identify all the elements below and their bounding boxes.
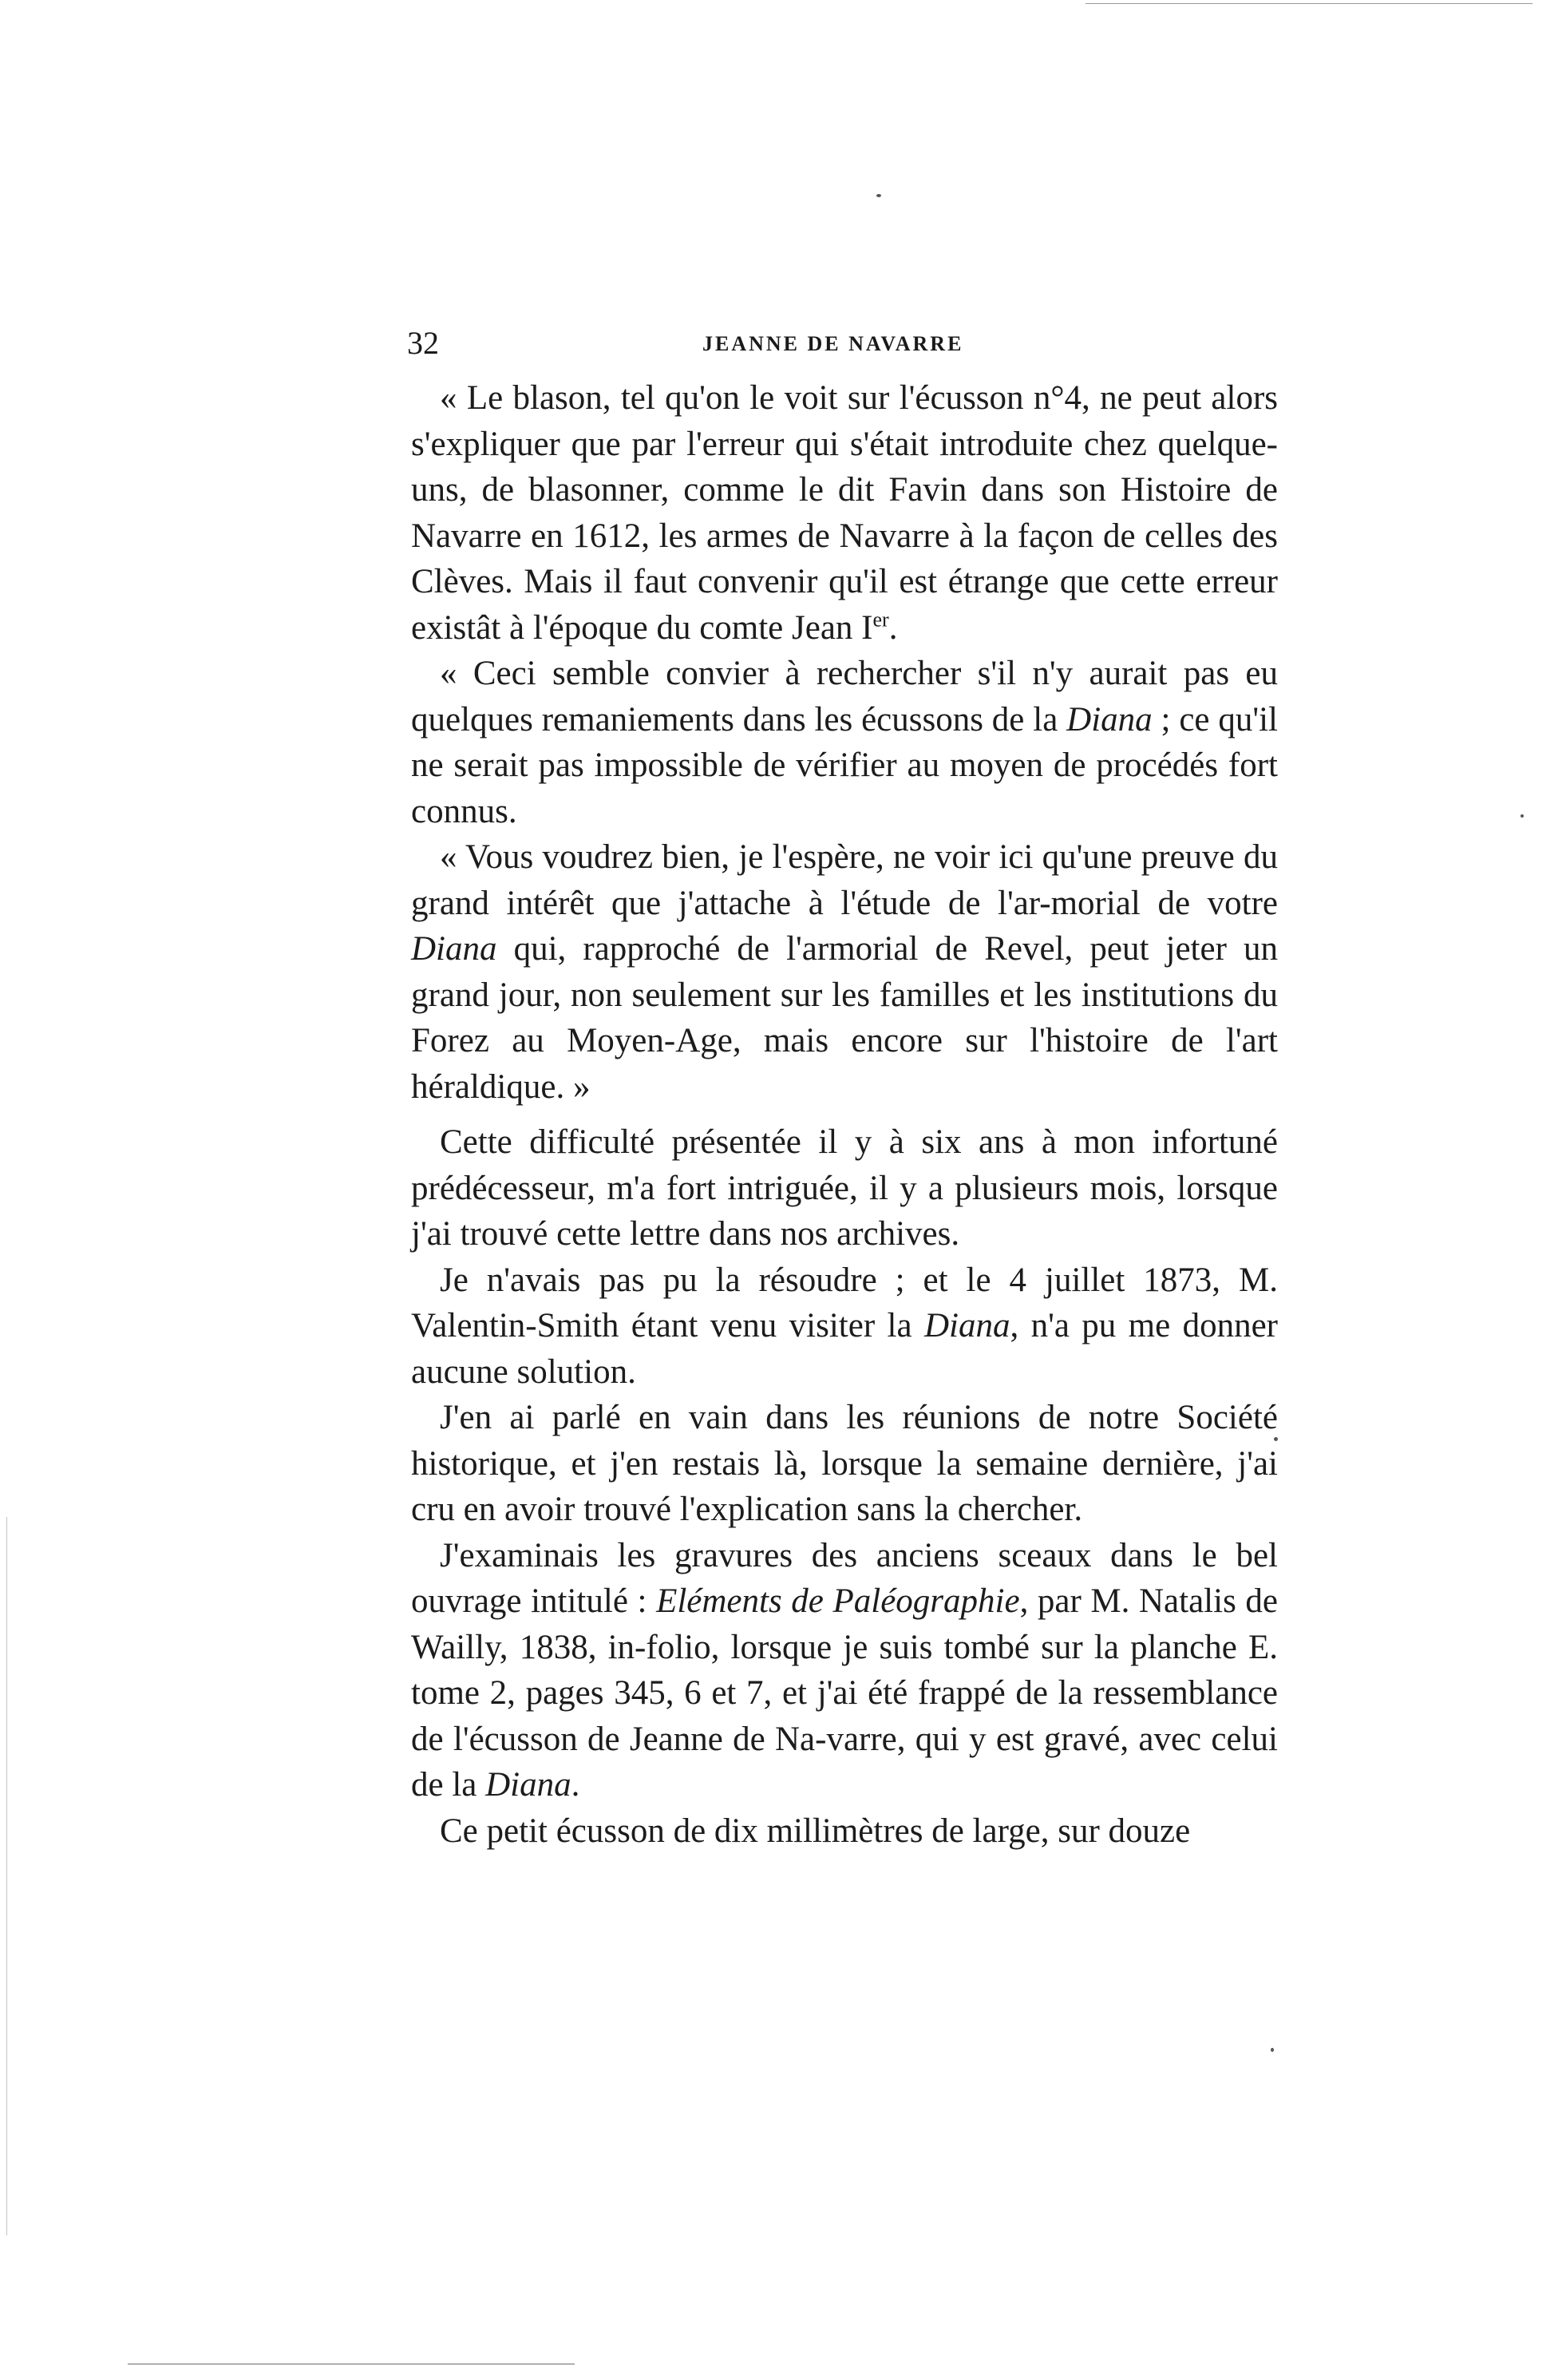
text-run: « Vous voudrez bien, je l'espère, ne voir ici qu'une preuve du grand intérêt que j'attache à l'étude de l'ar-morial de votre	[411, 838, 1278, 922]
italic-run: Diana	[1066, 700, 1153, 739]
scan-edge-left	[6, 1517, 7, 2235]
text-run: .	[571, 1766, 580, 1804]
italic-run: Diana	[485, 1766, 571, 1804]
italic-run: Eléments de Paléographie	[656, 1582, 1020, 1620]
scan-speck	[1520, 814, 1524, 818]
scan-speck	[876, 194, 881, 197]
text-run: « Le blason, tel qu'on le voit sur l'écusson n°4, ne peut alors s'expliquer que par l'erreur qui s'était introduite chez quelque-uns, de blasonner, comme le dit Favin dans son Histoire de Navarre en 1612, les armes de Navarre à la façon de celles des Clèves. Mais il faut convenir qu'il est étrange que cette erreur existât à l'époque du comte Jean I	[411, 379, 1278, 647]
paragraph-2	[411, 651, 1278, 834]
paragraph-4	[411, 1119, 1278, 1257]
text-run: « Ceci semble convier à rechercher s'il n'y aurait pas eu quelques remaniements dans les écussons de la	[411, 655, 1278, 739]
text-run: .	[888, 608, 898, 647]
paragraph-3	[411, 834, 1278, 1110]
running-title: JEANNE DE NAVARRE	[702, 332, 964, 355]
text-run: J'examinais les gravures des anciens sceaux dans le bel ouvrage intitulé :	[411, 1536, 1278, 1620]
paragraph-6	[411, 1395, 1278, 1533]
text-run: J'en ai parlé en vain dans les réunions de notre Société historique, et j'en restais là, lorsque la semaine dernière, j'ai cru en avoir trouvé l'explication sans la chercher.	[411, 1399, 1278, 1528]
page-number: 32	[407, 325, 439, 361]
text-run: Cette difficulté présentée il y à six ans à mon infortuné prédécesseur, m'a fort intriguée, il y a plusieurs mois, lorsque j'ai trouvé cette lettre dans nos archives.	[411, 1123, 1278, 1253]
page-header	[407, 323, 1282, 371]
paragraph-5	[411, 1257, 1278, 1396]
text-run: qui, rapproché de l'armorial de Revel, peut jeter un grand jour, non seulement sur les familles et les institutions du Forez au Moyen-Age, mais encore sur l'histoire de l'art héraldique. »	[411, 930, 1278, 1106]
italic-run: Diana	[923, 1307, 1010, 1344]
paragraph-1	[411, 375, 1278, 651]
body-text	[411, 375, 1278, 1854]
italic-run: Diana	[411, 930, 497, 968]
scan-edge-bottom	[128, 2363, 575, 2365]
text-run: , n'a pu me donner aucune solution.	[411, 1307, 1278, 1391]
text-run: , par M. Natalis de Wailly, 1838, in-folio, lorsque je suis tombé sur la planche E. tome 2, pages 345, 6 et 7, et j'ai été frappé de la ressemblance de l'écusson de Jeanne de Na-varre, qui y est gravé, avec celui de la	[411, 1582, 1278, 1804]
superscript: er	[872, 608, 889, 632]
scan-speck	[1271, 2048, 1274, 2052]
paragraph-7	[411, 1533, 1278, 1808]
text-run: Je n'avais pas pu la résoudre ; et le 4 juillet 1873, M. Valentin-Smith étant venu visiter la	[411, 1261, 1278, 1344]
text-run: ; ce qu'il ne serait pas impossible de vérifier au moyen de procédés fort connus.	[411, 700, 1279, 830]
scan-edge-top	[1085, 3, 1532, 4]
paragraph-8	[411, 1808, 1278, 1855]
text-run: Ce petit écusson de dix millimètres de large, sur douze	[440, 1812, 1191, 1850]
